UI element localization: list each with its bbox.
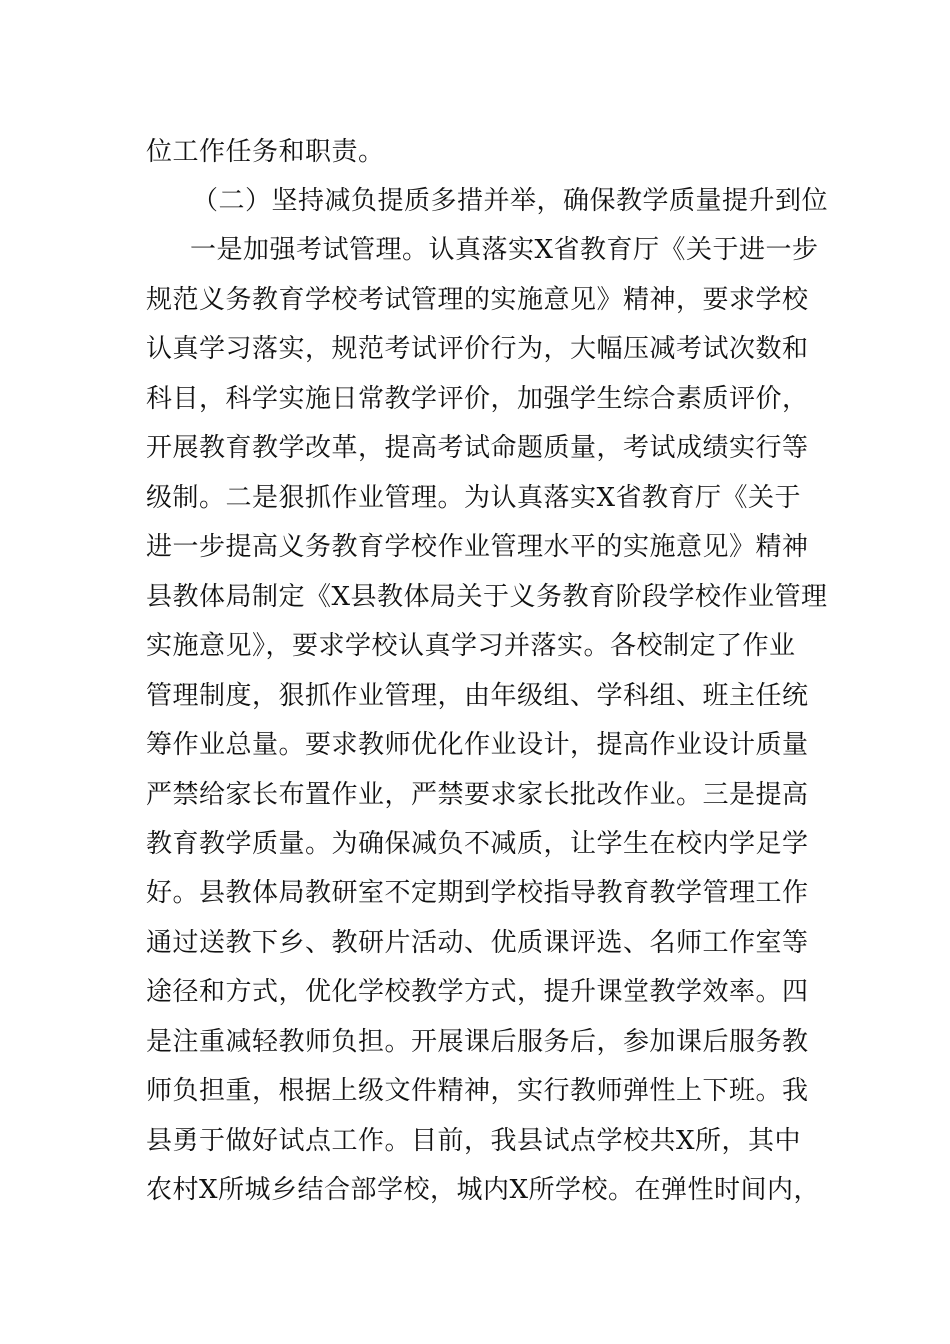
text-line: 农村X所城乡结合部学校，城内X所学校。在弹性时间内， [146, 1175, 821, 1205]
text-line: 进一步提高义务教育学校作业管理水平的实施意见》精神 [146, 532, 809, 562]
text-line: 管理制度，狠抓作业管理，由年级组、学科组、班主任统 [146, 681, 809, 711]
text-line: 认真学习落实，规范考试评价行为，大幅压减考试次数和 [146, 334, 809, 364]
text-line: 途径和方式，优化学校教学方式，提升课堂教学效率。四 [146, 977, 809, 1007]
text-line: 教育教学质量。为确保减负不减质，让学生在校内学足学 [146, 829, 809, 859]
text-line: 开展教育教学改革，提高考试命题质量，考试成绩实行等 [146, 433, 809, 463]
text-line: 县勇于做好试点工作。目前，我县试点学校共X所，其中 [146, 1126, 802, 1156]
text-line: 好。县教体局教研室不定期到学校指导教育教学管理工作 [146, 878, 809, 908]
text-line: 规范义务教育学校考试管理的实施意见》精神，要求学校 [146, 285, 809, 315]
text-line: 实施意见》，要求学校认真学习并落实。各校制定了作业 [146, 631, 796, 661]
text-line: 科目，科学实施日常教学评价，加强学生综合素质评价， [146, 384, 809, 414]
text-line: 级制。二是狠抓作业管理。为认真落实X省教育厅《关于 [146, 483, 802, 513]
text-line: 一是加强考试管理。认真落实X省教育厅《关于进一步 [190, 235, 819, 265]
text-line: 通过送教下乡、教研片活动、优质课评选、名师工作室等 [146, 928, 809, 958]
section-heading: （二）坚持减负提质多措并举，确保教学质量提升到位 [192, 186, 829, 216]
text-line: 位工作任务和职责。 [146, 137, 385, 167]
text-line: 筹作业总量。要求教师优化作业设计，提高作业设计质量 [146, 730, 809, 760]
text-line: 严禁给家长布置作业，严禁要求家长批改作业。三是提高 [146, 780, 809, 810]
text-line: 师负担重，根据上级文件精神，实行教师弹性上下班。我 [146, 1076, 809, 1106]
text-line: 是注重减轻教师负担。开展课后服务后，参加课后服务教 [146, 1027, 809, 1057]
text-line: 县教体局制定《X县教体局关于义务教育阶段学校作业管理 [146, 582, 828, 612]
